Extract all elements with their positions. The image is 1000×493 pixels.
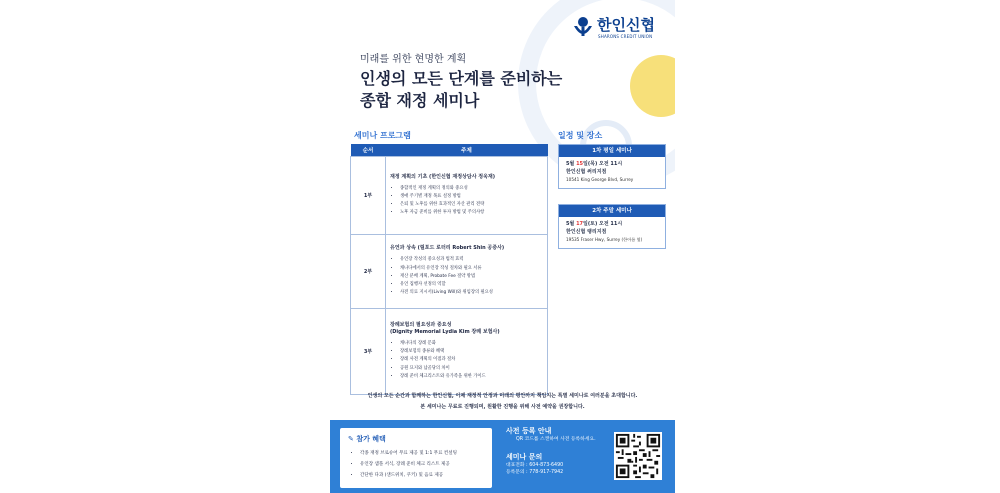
list-item: • 공원 묘지와 납골당의 차이 <box>400 365 543 373</box>
date-suffix: 일(목) 오전 11시 <box>583 161 623 167</box>
title-line-2: 종합 재정 세미나 <box>360 91 480 110</box>
list-item: • 생애 주기별 재정 목표 설정 방법 <box>400 193 543 201</box>
schedule-address: 10541 King George Blvd, Surrey <box>566 177 634 182</box>
invitation-note: 인생의 모든 순간과 함께하는 한인신협, 이제 재정적 안정과 미래의 평안까지 책임지는 특별 세미나로 여러분을 초대합니다. <box>367 393 638 399</box>
row-items <box>390 340 543 381</box>
list-item: • 유언 집행자 선정의 역할 <box>400 281 543 289</box>
list-item: • 각종 재정 브로슈어 무료 제공 및 1:1 무료 컨설팅 <box>360 448 457 459</box>
schedule-address: 19535 Fraser Hwy, Surrey (한아름 옆) <box>566 237 643 242</box>
row-topic <box>386 309 548 395</box>
benefit-list <box>352 448 457 481</box>
schedule-card-1 <box>558 144 666 189</box>
credit-union-logo-icon <box>572 16 594 38</box>
list-item: • 캐나다에서의 유언장 작성 절차와 필요 서류 <box>400 265 543 273</box>
col-topic: 주제 <box>386 144 548 157</box>
row-items <box>390 185 543 218</box>
header-kicker: 미래를 위한 현명한 계획 <box>360 54 467 65</box>
benefit-heading-text: 참가 혜택 <box>356 435 386 443</box>
schedule-branch: 한인신협 써리지점 <box>566 168 607 175</box>
list-item: • 캐나다의 장례 문화 <box>400 340 543 348</box>
col-order: 순서 <box>351 144 386 157</box>
row-title: 유언과 상속 (릴포드 로터리 Robert Shin 공증사) <box>390 245 505 252</box>
table-row <box>351 309 548 395</box>
row-title: 장례보험의 필요성과 중요성 (Dignity Memorial Lydia Kim 장례 보험사) <box>390 321 500 335</box>
registration-info <box>506 426 596 476</box>
row-order: 1부 <box>351 157 386 235</box>
table-row <box>351 157 548 235</box>
program-table-header <box>351 144 548 157</box>
schedule-card-2 <box>558 204 666 249</box>
schedule-body <box>559 217 665 248</box>
phone-register: 등록문의 : 778-917-7942 <box>506 470 564 475</box>
date-prefix: 5월 <box>566 221 577 227</box>
list-item: • 유언장 작성의 중요성과 법적 효력 <box>400 256 543 264</box>
row-items <box>390 256 543 297</box>
list-item: • 은퇴 및 노후를 위한 효과적인 자산 관리 전략 <box>400 201 543 209</box>
row-topic <box>386 157 548 235</box>
row-title: 재정 계획의 기초 (한인신협 재정상담사 정욱재) <box>390 173 496 180</box>
qr-code-image <box>614 432 662 480</box>
phone-main: 대표전화 : 604-873-6490 <box>506 463 564 468</box>
schedule-branch: 한인신협 랭리지점 <box>566 228 607 235</box>
seminar-poster <box>330 0 675 493</box>
registration-text: QR 코드를 스캔하여 사전 등록하세요. <box>516 437 596 442</box>
inquiry-heading: 세미나 문의 <box>506 453 543 461</box>
date-day: 15 <box>576 161 584 167</box>
list-item: • 노후 자금 준비를 위한 투자 방법 및 주의사항 <box>400 209 543 217</box>
row-order: 3부 <box>351 309 386 395</box>
list-item: • 간단한 다과 (샌드위치, 쿠키) 및 음료 제공 <box>360 470 457 481</box>
qr-code[interactable] <box>614 432 662 480</box>
list-item: • 재산 분배 계획, Probate Fee 절약 방법 <box>400 273 543 281</box>
schedule-heading: 일정 및 장소 <box>558 131 603 140</box>
page-title <box>360 68 562 112</box>
title-line-1: 인생의 모든 단계를 준비하는 <box>360 69 563 88</box>
row-order: 2부 <box>351 235 386 309</box>
date-day: 17 <box>576 221 584 227</box>
date-prefix: 5월 <box>566 161 577 167</box>
table-row <box>351 235 548 309</box>
schedule-date <box>566 161 658 169</box>
list-item: • 유언장 샘플 서식, 장례 준비 체크 리스트 제공 <box>360 459 457 470</box>
row-topic <box>386 235 548 309</box>
schedule-label: 1차 평일 세미나 <box>559 145 665 157</box>
free-note: 본 세미나는 무료로 진행되며, 원활한 진행을 위해 사전 예약을 권장합니다. <box>420 404 585 410</box>
logo-name: 한인신협 <box>597 16 655 34</box>
schedule-date <box>566 221 658 229</box>
program-heading: 세미나 프로그램 <box>354 131 411 140</box>
benefit-box <box>340 428 492 488</box>
list-item: • 장례보험의 종류와 혜택 <box>400 348 543 356</box>
schedule-body <box>559 157 665 188</box>
program-table <box>350 144 548 395</box>
schedule-label: 2차 주말 세미나 <box>559 205 665 217</box>
list-item: • 종합적인 재정 계획의 정의와 중요성 <box>400 185 543 193</box>
date-suffix: 일(토) 오전 11시 <box>583 221 623 227</box>
registration-heading: 사전 등록 안내 <box>506 427 552 435</box>
list-item: • 사전 의료 지시서(Living Will)와 위임장의 필요성 <box>400 289 543 297</box>
logo-subtitle: SHARONS CREDIT UNION <box>598 34 653 39</box>
pencil-icon: ✎ <box>348 435 354 443</box>
footer-panel <box>330 420 675 493</box>
list-item: • 장례 준비 체크리스트와 유가족을 위한 가이드 <box>400 373 543 381</box>
list-item: • 장례 사전 계획의 이점과 절차 <box>400 356 543 364</box>
benefit-heading <box>348 434 386 444</box>
